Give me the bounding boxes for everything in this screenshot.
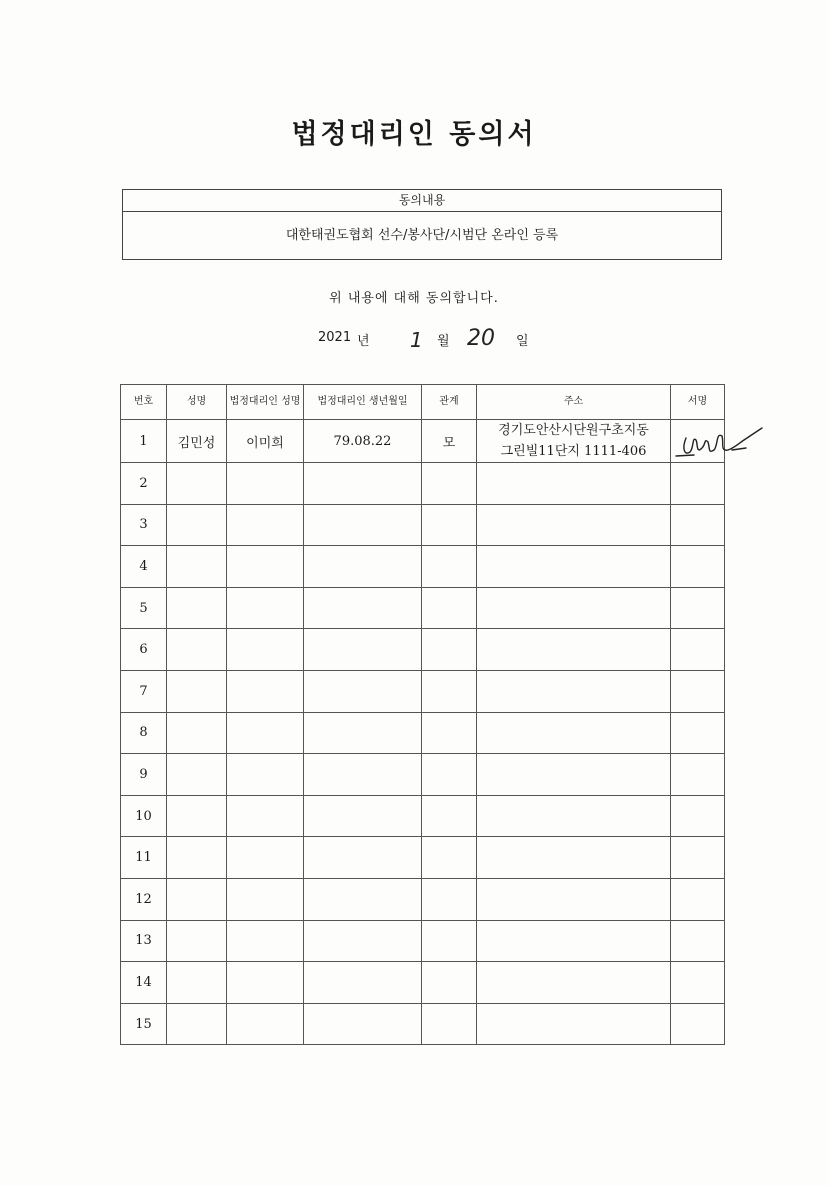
cell-number: 12	[121, 878, 167, 920]
cell-address	[477, 463, 671, 505]
cell-relation	[422, 504, 477, 546]
cell-signature	[671, 629, 725, 671]
table-row	[121, 546, 725, 588]
cell-guardian-birth	[304, 878, 422, 920]
cell-guardian-birth: 79.08.22	[304, 420, 422, 463]
cell-signature	[671, 878, 725, 920]
cell-number: 13	[121, 920, 167, 962]
cell-address	[477, 837, 671, 879]
cell-address	[477, 712, 671, 754]
table-row	[121, 587, 725, 629]
cell-name	[167, 837, 227, 879]
cell-number: 2	[121, 463, 167, 505]
table-row	[121, 504, 725, 546]
date-month-handwritten: 1	[410, 328, 423, 352]
cell-signature	[671, 1003, 725, 1045]
cell-name	[167, 920, 227, 962]
consent-box	[122, 189, 722, 260]
cell-guardian-birth	[304, 463, 422, 505]
cell-name	[167, 629, 227, 671]
header-signature: 서명	[671, 385, 725, 420]
cell-guardian-birth	[304, 670, 422, 712]
cell-relation	[422, 463, 477, 505]
header-address: 주소	[477, 385, 671, 420]
cell-name	[167, 463, 227, 505]
cell-address	[477, 670, 671, 712]
table-row	[121, 1003, 725, 1045]
cell-number: 10	[121, 795, 167, 837]
cell-address	[477, 920, 671, 962]
cell-signature	[671, 504, 725, 546]
cell-signature	[671, 463, 725, 505]
cell-number: 8	[121, 712, 167, 754]
cell-address	[477, 754, 671, 796]
cell-guardian-birth	[304, 629, 422, 671]
cell-name	[167, 587, 227, 629]
cell-guardian-name	[227, 712, 304, 754]
cell-signature	[671, 962, 725, 1004]
cell-number: 7	[121, 670, 167, 712]
cell-signature	[671, 754, 725, 796]
table-row	[121, 920, 725, 962]
cell-guardian-name	[227, 463, 304, 505]
table-row	[121, 962, 725, 1004]
header-number: 번호	[121, 385, 167, 420]
cell-guardian-name	[227, 878, 304, 920]
table-row	[121, 463, 725, 505]
cell-relation: 모	[422, 420, 477, 463]
cell-guardian-birth	[304, 504, 422, 546]
header-name: 성명	[167, 385, 227, 420]
cell-guardian-birth	[304, 920, 422, 962]
cell-relation	[422, 587, 477, 629]
cell-number: 3	[121, 504, 167, 546]
date-month-unit: 월	[437, 334, 450, 349]
cell-relation	[422, 878, 477, 920]
cell-name	[167, 1003, 227, 1045]
cell-signature	[671, 670, 725, 712]
cell-guardian-name	[227, 795, 304, 837]
cell-signature	[671, 587, 725, 629]
cell-signature	[671, 712, 725, 754]
cell-guardian-name	[227, 587, 304, 629]
cell-relation	[422, 1003, 477, 1045]
cell-name	[167, 795, 227, 837]
cell-guardian-birth	[304, 712, 422, 754]
cell-signature	[671, 546, 725, 588]
cell-guardian-name	[227, 504, 304, 546]
cell-address	[477, 629, 671, 671]
cell-relation	[422, 754, 477, 796]
cell-relation	[422, 670, 477, 712]
cell-guardian-birth	[304, 587, 422, 629]
cell-signature	[671, 920, 725, 962]
cell-name	[167, 878, 227, 920]
cell-name	[167, 962, 227, 1004]
table-row	[121, 420, 725, 463]
cell-number: 11	[121, 837, 167, 879]
address-line-2: 그린빌11단지 1111-406	[500, 444, 647, 459]
cell-address	[477, 420, 671, 463]
table-row	[121, 754, 725, 796]
cell-number: 15	[121, 1003, 167, 1045]
cell-name	[167, 712, 227, 754]
table-row	[121, 670, 725, 712]
cell-address	[477, 1003, 671, 1045]
date-year-unit: 년	[357, 334, 370, 349]
cell-guardian-birth	[304, 962, 422, 1004]
table-row	[121, 629, 725, 671]
consent-body: 대한태권도협회 선수/봉사단/시범단 온라인 등록	[285, 228, 559, 243]
cell-number: 9	[121, 754, 167, 796]
cell-guardian-name	[227, 920, 304, 962]
cell-guardian-name	[227, 546, 304, 588]
cell-name: 김민성	[167, 420, 227, 463]
cell-relation	[422, 546, 477, 588]
date-day-unit: 일	[516, 334, 529, 349]
header-guardian-name: 법정대리인 성명	[227, 385, 304, 420]
table-row	[121, 878, 725, 920]
cell-guardian-name	[227, 962, 304, 1004]
guardian-table	[120, 384, 725, 1045]
cell-address	[477, 546, 671, 588]
cell-relation	[422, 962, 477, 1004]
cell-guardian-name	[227, 754, 304, 796]
cell-relation	[422, 629, 477, 671]
date-day-handwritten: 20	[467, 326, 495, 351]
cell-guardian-name: 이미희	[227, 420, 304, 463]
cell-name	[167, 754, 227, 796]
cell-signature	[671, 837, 725, 879]
header-guardian-birth: 법정대리인 생년월일	[304, 385, 422, 420]
cell-name	[167, 670, 227, 712]
cell-relation	[422, 712, 477, 754]
cell-address	[477, 878, 671, 920]
cell-guardian-name	[227, 837, 304, 879]
cell-guardian-birth	[304, 795, 422, 837]
table-row	[121, 795, 725, 837]
cell-guardian-name	[227, 629, 304, 671]
signature-icon	[672, 418, 768, 462]
cell-guardian-name	[227, 670, 304, 712]
cell-number: 1	[121, 420, 167, 463]
document-title: 법정대리인 동의서	[291, 119, 537, 150]
address-line-1: 경기도안산시단원구초지동	[498, 423, 649, 438]
table-row	[121, 837, 725, 879]
table-row	[121, 712, 725, 754]
date-year: 2021	[318, 330, 352, 345]
cell-signature	[671, 795, 725, 837]
cell-name	[167, 504, 227, 546]
cell-guardian-birth	[304, 754, 422, 796]
cell-number: 6	[121, 629, 167, 671]
cell-address	[477, 795, 671, 837]
cell-address	[477, 504, 671, 546]
cell-address	[477, 587, 671, 629]
cell-guardian-birth	[304, 546, 422, 588]
cell-number: 4	[121, 546, 167, 588]
agree-statement: 위 내용에 대해 동의합니다.	[329, 291, 499, 306]
consent-header: 동의내용	[123, 190, 721, 212]
cell-relation	[422, 795, 477, 837]
cell-guardian-birth	[304, 1003, 422, 1045]
cell-guardian-name	[227, 1003, 304, 1045]
header-relation: 관계	[422, 385, 477, 420]
cell-number: 14	[121, 962, 167, 1004]
cell-relation	[422, 920, 477, 962]
cell-number: 5	[121, 587, 167, 629]
cell-address	[477, 962, 671, 1004]
cell-guardian-birth	[304, 837, 422, 879]
cell-relation	[422, 837, 477, 879]
cell-name	[167, 546, 227, 588]
table-header-row	[121, 385, 725, 420]
